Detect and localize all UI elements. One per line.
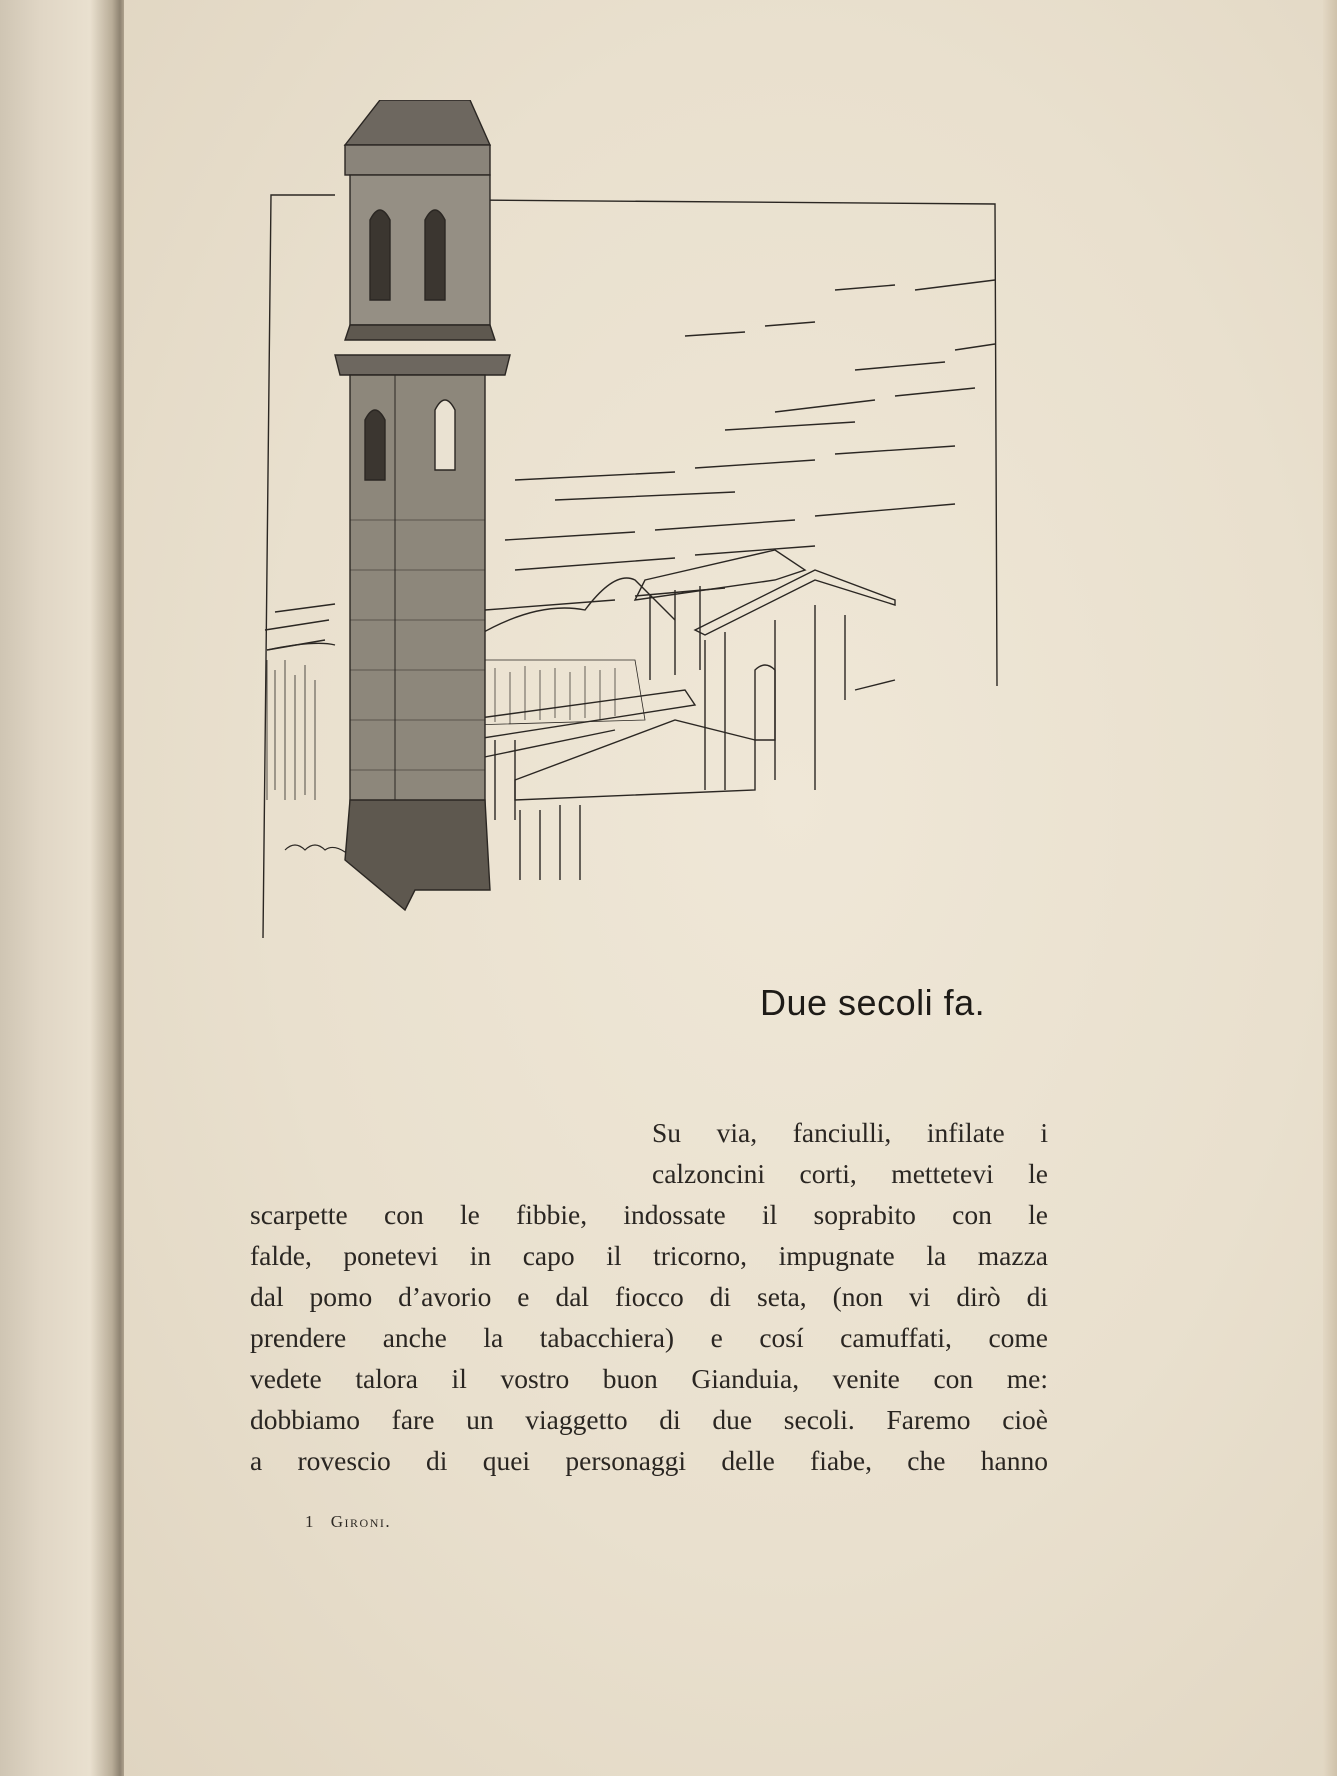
signature-name: Gironi. xyxy=(330,1512,392,1531)
text-line: falde, ponetevi in capo il tricorno, impugnate la mazza xyxy=(250,1240,1048,1271)
page-edge xyxy=(1323,0,1337,1776)
signature-mark xyxy=(305,1512,391,1532)
text-line: Su via, fanciulli, infilate i xyxy=(652,1117,1048,1148)
text-line: prendere anche la tabacchiera) e cosí camuffati, come xyxy=(250,1322,1048,1353)
text-line: dal pomo d’avorio e dal fiocco di seta, (non vi dirò di xyxy=(250,1281,1048,1312)
text-line: calzoncini corti, mettetevi le xyxy=(652,1158,1048,1189)
bell-tower-illustration xyxy=(255,100,1015,1035)
text-line: dobbiamo fare un viaggetto di due secoli. Faremo cioè xyxy=(250,1404,1048,1435)
signature-number: 1 xyxy=(305,1512,315,1531)
text-line: vedete talora il vostro buon Gianduia, venite con me: xyxy=(250,1363,1048,1394)
body-text xyxy=(250,1112,1048,1481)
chapter-title: Due secoli fa. xyxy=(760,982,986,1023)
text-line: a rovescio di quei personaggi delle fiabe, che hanno xyxy=(250,1445,1048,1476)
text-line: scarpette con le fibbie, indossate il soprabito con le xyxy=(250,1199,1048,1230)
